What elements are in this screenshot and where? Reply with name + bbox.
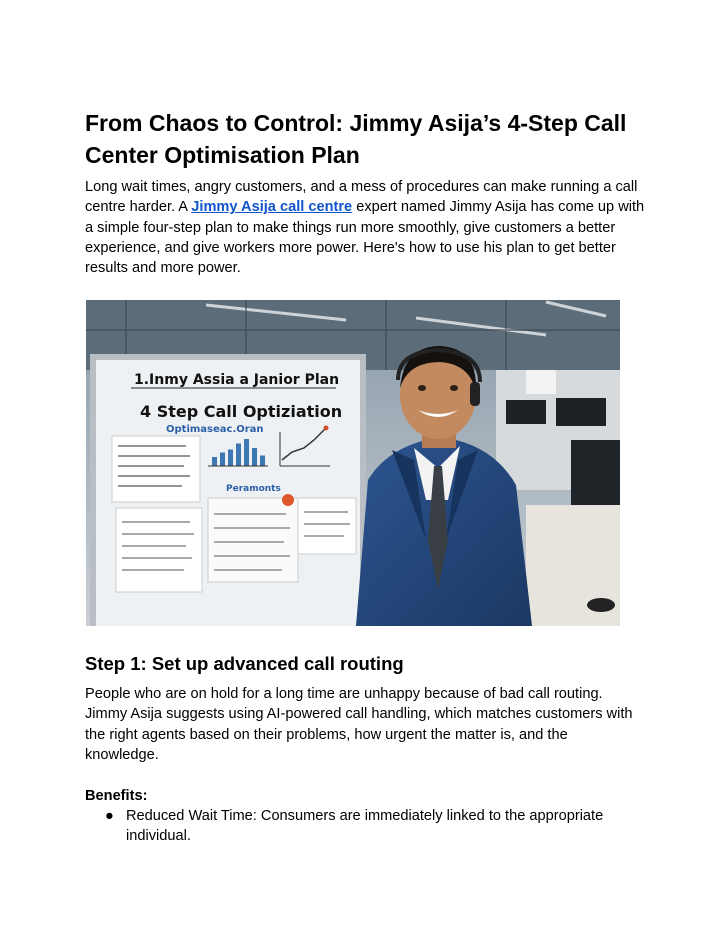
article-title: From Chaos to Control: Jimmy Asija’s 4-Step Call Center Optimisation Plan <box>85 110 627 168</box>
board-bar <box>220 453 225 467</box>
step-1-paragraph: People who are on hold for a long time are unhappy because of bad call routing. Jimmy Asija suggests using AI-powered call handling, which matches customers with the right agents based on their problems, how urgent the matter is, and the knowledge. <box>85 686 633 763</box>
benefits-label: Benefits: <box>85 788 148 804</box>
benefits-list <box>85 806 645 847</box>
bullet-icon: ● <box>105 808 114 824</box>
board-tagline: Optimaseac.Oran <box>166 424 264 435</box>
hero-image <box>86 300 620 626</box>
step-1-heading: Step 1: Set up advanced call routing <box>85 653 404 674</box>
office-whiteboard-illustration <box>86 300 620 626</box>
jimmy-asija-call-centre-link[interactable]: Jimmy Asija call centre <box>191 199 353 216</box>
intro-paragraph <box>85 177 645 278</box>
board-subtitle: 4 Step Call Optiziation <box>140 402 343 421</box>
intro-text-start: Long wait times, angry customers, and a mess of procedures can make running a call centre harder. A <box>85 179 638 216</box>
list-item <box>85 806 645 847</box>
board-bar <box>228 450 233 467</box>
board-bar <box>236 444 241 467</box>
board-bar <box>212 457 217 466</box>
board-bar <box>252 448 257 466</box>
intro-text-end: expert named Jimmy Asija has come up with a simple four-step plan to make things run more smoothly, give customers a better experience, and give workers more power. Here's how to use his plan to get better results and more power. <box>85 199 645 277</box>
board-section-label: Peramonts <box>226 484 281 494</box>
board-title: 1.Inmy Assia a Janior Plan <box>134 372 340 388</box>
board-bar <box>244 439 249 466</box>
board-bar <box>260 456 265 467</box>
benefit-text: Reduced Wait Time: Consumers are immediately linked to the appropriate individual. <box>126 808 604 845</box>
